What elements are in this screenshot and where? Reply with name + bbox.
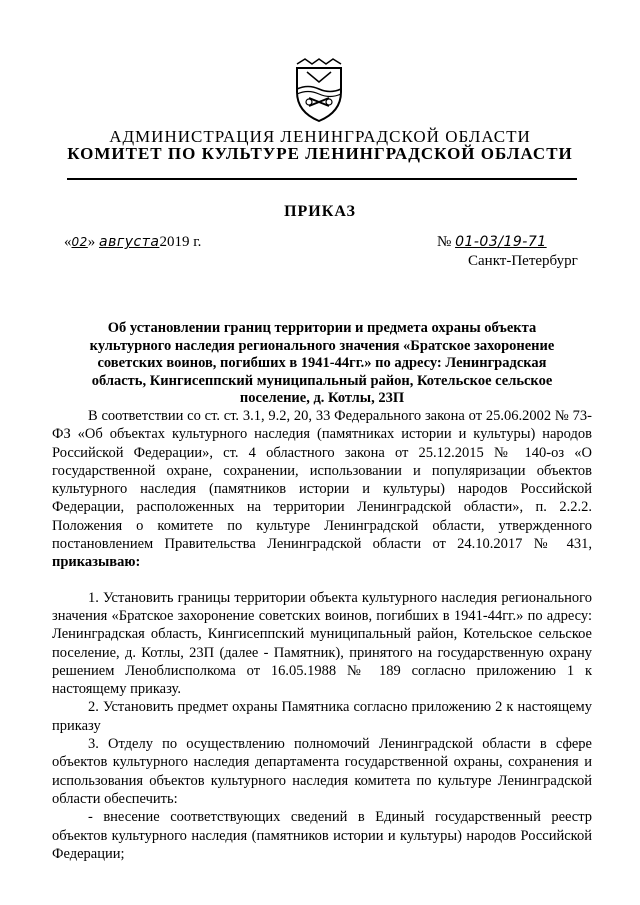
org-name-committee: КОМИТЕТ ПО КУЛЬТУРЕ ЛЕНИНГРАДСКОЙ ОБЛАСТИ [67, 144, 573, 163]
order-date [64, 234, 201, 251]
number-label: № [437, 234, 452, 250]
order-city: Санкт-Петербург [468, 253, 578, 269]
date-open-quote: « [64, 234, 72, 250]
date-month-handwritten: августа [99, 234, 160, 250]
order-number [437, 234, 547, 251]
date-year: 2019 г. [159, 234, 202, 250]
order-item-3: 3. Отделу по осуществлению полномочий Ленинградской области в сфере объектов культурного наследия департамента государственной охраны, сохранения и использования объектов культурного наследия комитета по культуре Ленинградской области обеспечить: [52, 736, 592, 807]
date-day-handwritten: 02 [71, 235, 88, 249]
preamble-text: В соответствии со ст. ст. 3.1, 9.2, 20, 33 Федерального закона от 25.06.2002 № 73-ФЗ «Об объектах культурного наследия (памятниках истории и культуры) народов Российской Федерации», ст. 4 областного закона от 25.12.2015 № 140-оз «О государственной охране, сохранении, использовании и популяризации объектов культурного наследия (памятников истории и культуры) народов Российской Федерации, расположенных на территории Ленинградской области», п. 2.2.2. Положения о комитете по культуре Ленинградской области, утвержденного постановлением Правительства Ленинградской области от 24.10.2017 № 431, [52, 408, 592, 553]
preamble-paragraph [52, 407, 592, 572]
document-body [52, 407, 592, 863]
document-title: ПРИКАЗ [284, 203, 356, 220]
number-handwritten: 01-03/19-71 [455, 234, 547, 250]
header-divider [67, 178, 577, 180]
document-subject: Об установлении границ территории и предмета охраны объекта культурного наследия регионального значения «Братское захоронение советских воинов, погибших в 1941-44гг.» по адресу: Ленинградская область, Кингисеппский муниципальный район, Котельское сельское поселение, д. Котлы, 23П [89, 320, 555, 406]
order-item-2: 2. Установить предмет охраны Памятника согласно приложению 2 к настоящему приказу [52, 699, 592, 734]
order-item-3-subitem: - внесение соответствующих сведений в Единый государственный реестр объектов культурного наследия (памятников истории и культуры) народов Российской Федерации; [52, 809, 592, 862]
preamble-decree-word: приказываю: [52, 554, 141, 571]
org-name-administration: АДМИНИСТРАЦИЯ ЛЕНИНГРАДСКОЙ ОБЛАСТИ [109, 127, 531, 146]
coat-of-arms-icon [291, 58, 347, 124]
date-close-quote: » [87, 234, 96, 250]
order-item-1: 1. Установить границы территории объекта культурного наследия регионального значения «Братское захоронение советских воинов, погибших в 1941-44гг.» по адресу: Ленинградская область, Кингисеппский муниципальный район, Котельское сельское поселение, д. Котлы, 23П (далее - Памятник), принятого на государственную охрану решением Леноблисполкома от 16.05.1988 № 189 согласно приложению 1 к настоящему приказу. [52, 589, 592, 698]
